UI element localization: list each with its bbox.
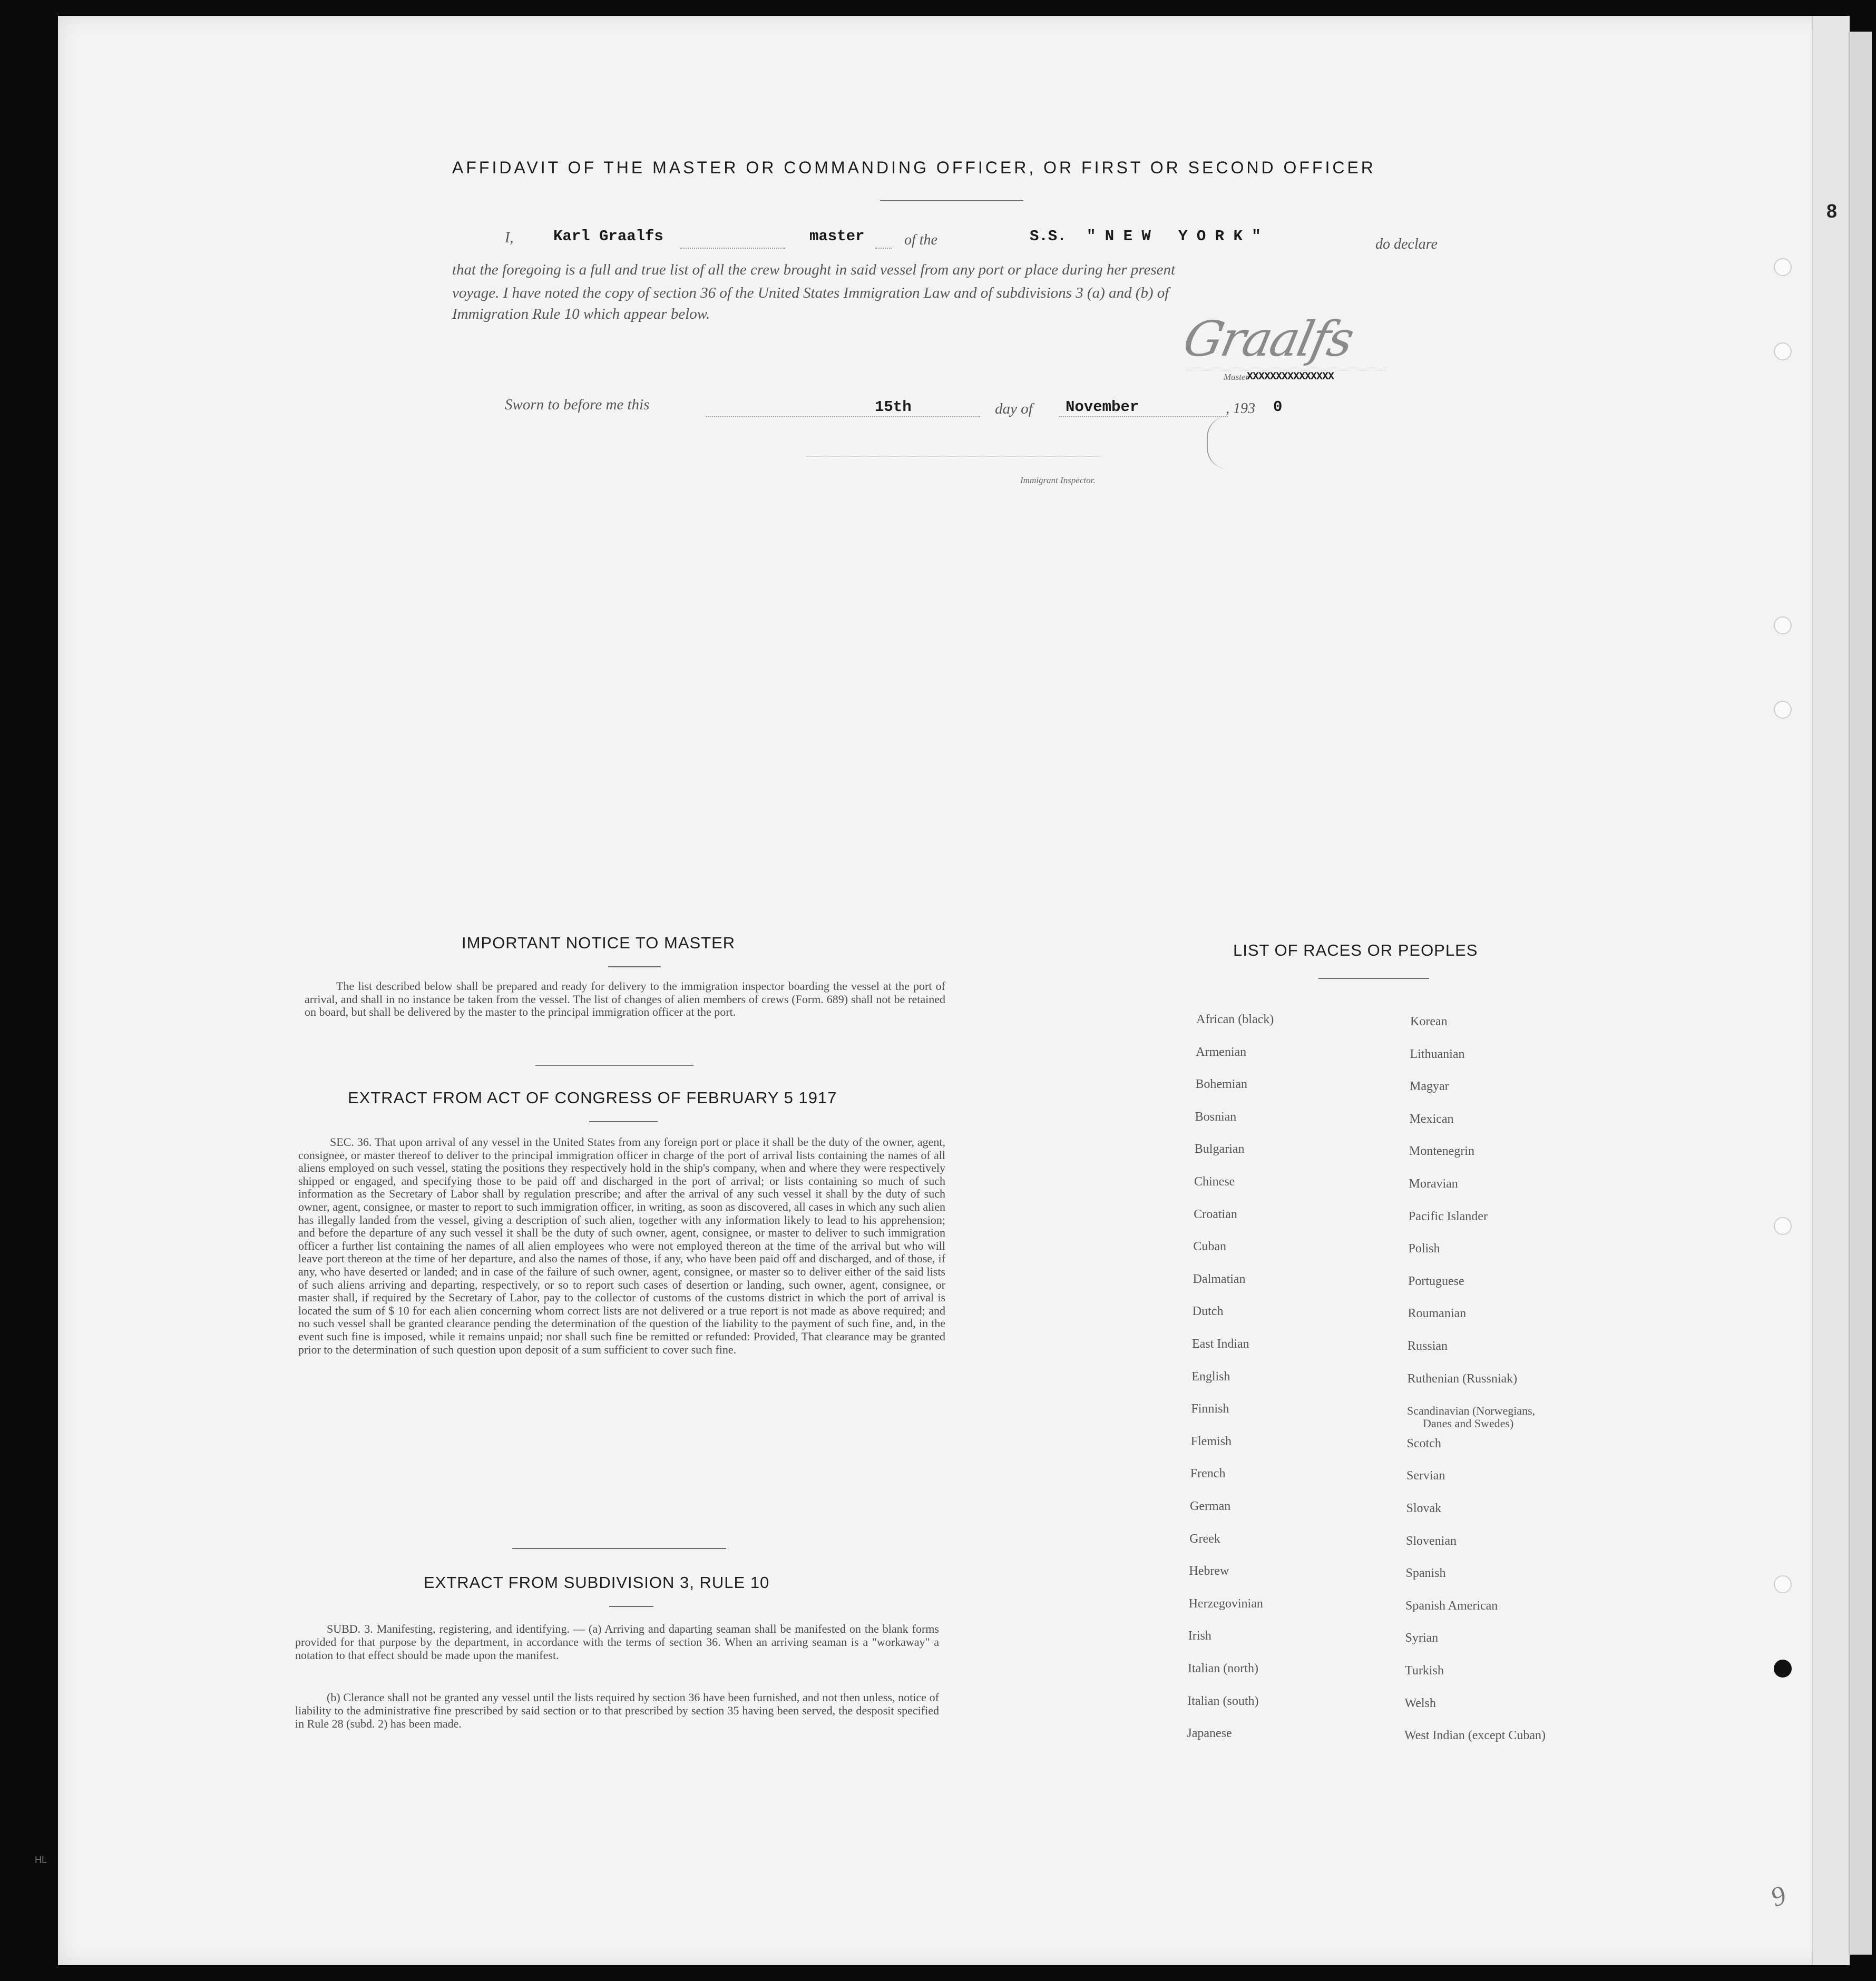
act-rule [589,1121,658,1122]
race-item: French [1190,1467,1226,1481]
act-heading: EXTRACT FROM ACT OF CONGRESS OF FEBRUARY 5 1917 [348,1088,837,1107]
race-item: Lithuanian [1410,1047,1465,1061]
race-item: Greek [1189,1532,1220,1546]
master-name: Karl Graalfs [553,228,663,245]
punch-hole [1774,342,1792,360]
rule-para-1: SUBD. 3. Manifesting, registering, and identifying. — (a) Arriving and daparting seaman shall be manifested on the blank forms provided for that purpose by the department, in accordance with the terms of section 36. When an arriving seaman is a "workaway" a notation to that effect should be made upon the manifest. [295,1622,939,1662]
act-end-rule [512,1548,726,1549]
vessel-prefix: S.S. [1030,228,1067,245]
race-item: Bulgarian [1194,1142,1245,1156]
race-item: Welsh [1404,1696,1436,1710]
year-digit: 0 [1273,398,1283,416]
page-mark: 8 [1826,200,1838,222]
affidavit-line-3: voyage. I have noted the copy of section 36 of the United States Immigration Law and of subdivisions 3 (a) and (b) of [452,285,1169,301]
race-item: Moravian [1409,1177,1458,1191]
race-item: Armenian [1196,1045,1247,1059]
day-of-label: day of [995,400,1033,417]
race-item: Turkish [1405,1664,1444,1678]
punch-hole [1774,1217,1792,1235]
act-text: SEC. 36. That upon arrival of any vessel in the United States from any foreign port or place it shall be the duty of the owner, agent, consignee, or master thereof to deliver to the principal immigration officer in charge of the port of arrival lists containing the names of all aliens employed on such vessel, stating the positions they respectively hold in the ship's company, when and where they were respectively shipped or engaged, and specifying those to be paid off and discharged in the port of arrival; or lists containing so much of such information as the Secretary of Labor shall by regulation prescribe; and after the arrival of any such vessel it shall by the duty of such owner, agent, consignee, or master to report to such immigration officer, in writing, as soon as discovered, all cases in which any such alien has illegally landed from the vessel, giving a description of such alien, together with any information likely to lead to his apprehension; and before the departure of any such vessel it shall be the duty of such owner, agent, consignee, or master to deliver to such immigration officer a further list containing the names of all alien employees who were not employed thereon at the time of the arrival but who will leave port thereon at the time of her departure, and also the names of those, if any, who have been paid off and discharged, and of those, if any, who have deserted or landed; and in case of the failure of such owner, agent, consignee, or master so to deliver either of the said lists of such aliens arriving and departing, respectively, or so to report such cases of desertion or landing, such owner, agent, consignee, or master shall, if required by the Secretary of Labor, pay to the collector of customs of the customs district in which the port of arrival is located the sum of $ 10 for each alien concerning whom correct lists are not delivered or a true report is not made as above required; and no such vessel shall be granted clearance pending the determination of the question of the liability to the payment of such fine, and, in the event such fine is imposed, while it remains unpaid; nor shall such fine be remitted or refunded: Provided, That clearance may be granted prior to the determination of such question upon deposit of a sum sufficient to cover such fine. [298,1135,945,1356]
race-item: Magyar [1410,1080,1449,1094]
race-item: Finnish [1191,1402,1229,1416]
race-item: Pacific Islander [1409,1209,1488,1223]
master-rank: master [809,228,865,245]
race-item: Herzegovinian [1188,1596,1263,1611]
pre-name: I, [505,230,514,246]
race-item: Dalmatian [1193,1272,1246,1286]
affidavit-title: AFFIDAVIT OF THE MASTER OR COMMANDING OFFICER, OR FIRST OR SECOND OFFICER [452,158,1376,177]
race-item: Japanese [1187,1727,1232,1741]
race-item: African (black) [1196,1013,1274,1026]
affidavit-line-2: that the foregoing is a full and true list of all the crew brought in said vessel from any port or place during her present [452,261,1176,278]
race-item: Hebrew [1189,1564,1229,1578]
bottom-right-mark: 9 [1767,1880,1790,1913]
race-item: Polish [1408,1242,1440,1256]
race-item: Roumanian [1408,1307,1467,1321]
race-item: Ruthenian (Russniak) [1407,1371,1518,1386]
race-item: Syrian [1405,1631,1439,1645]
race-item: Scandinavian (Norwegians, [1407,1404,1536,1418]
punch-hole [1774,1575,1792,1593]
of-the-label: of the [904,232,937,248]
race-item: Bosnian [1195,1110,1237,1124]
race-item: Servian [1406,1469,1445,1483]
race-item: Russian [1408,1339,1448,1353]
rank-dotted-line [875,248,892,249]
race-item: Spanish [1405,1566,1446,1581]
inspector-label: Immigrant Inspector. [1020,475,1096,485]
page-edge [1812,16,1850,1965]
races-rule [1318,978,1429,979]
master-signature: Graalfs [1178,311,1358,367]
rule-heading: EXTRACT FROM SUBDIVISION 3, RULE 10 [424,1573,770,1592]
race-item: Spanish American [1405,1598,1498,1613]
master-strikeout: XXXXXXXXXXXXXXX [1247,371,1334,383]
sworn-label: Sworn to before me this [505,396,650,413]
punch-hole [1774,701,1792,719]
race-item: Italian (south) [1187,1694,1259,1708]
master-label: Master [1224,372,1249,382]
race-item: Flemish [1190,1434,1232,1448]
notice-text: The list described below shall be prepared and ready for delivery to the immigration inspector boarding the vessel at the port of arrival, and shall in no instance be taken from the vessel. The list of changes of alien members of crews (Form. 689) shall not be retained on board, but shall be delivered by the master to the principal immigration officer at the port. [305,979,945,1018]
ink-stroke [1207,416,1234,469]
notice-rule [608,966,661,967]
title-rule [880,200,1023,201]
month-dotted-line [1059,416,1228,417]
bottom-left-mark: HL [35,1855,47,1865]
do-declare-label: do declare [1375,236,1438,252]
inspector-line [806,456,1101,457]
race-item: Chinese [1194,1175,1235,1189]
affidavit-line-4: Immigration Rule 10 which appear below. [452,306,710,322]
race-item: Danes and Swedes) [1423,1417,1514,1430]
race-item: Mexican [1409,1112,1454,1126]
race-item: Croatian [1194,1207,1237,1221]
notice-end-rule [535,1065,693,1066]
race-item: Korean [1410,1015,1448,1028]
vessel-name: " N E W Y O R K " [1087,228,1261,245]
races-heading: LIST OF RACES OR PEOPLES [1233,941,1478,959]
punch-hole [1774,1660,1792,1678]
name-dotted-line [680,248,785,249]
race-item: Portuguese [1408,1274,1464,1288]
race-item: Italian (north) [1188,1662,1258,1675]
race-item: German [1190,1499,1231,1513]
race-item: West Indian (except Cuban) [1404,1729,1546,1743]
page-edge-back [1849,32,1872,1955]
rule-rule [609,1606,653,1607]
race-item: East Indian [1192,1337,1249,1351]
race-item: Irish [1188,1629,1211,1643]
year-prefix: , 193 [1226,400,1255,417]
punch-hole [1774,258,1792,276]
race-item: Cuban [1193,1240,1227,1254]
race-item: Scotch [1406,1436,1441,1450]
race-item: Dutch [1192,1305,1224,1319]
notice-heading: IMPORTANT NOTICE TO MASTER [462,934,736,952]
punch-hole [1774,616,1792,634]
rule-para-2: (b) Clerance shall not be granted any vessel until the lists required by section 36 have been furnished, and not then unless, notice of liability to the administrative fine prescribed by said section or to that prescribed by section 35 having been served, the desposit specified in Rule 28 (subd. 2) has been made. [295,1691,939,1730]
sworn-day: 15th [875,398,912,416]
race-item: Slovak [1406,1502,1442,1515]
race-item: English [1191,1369,1230,1384]
race-item: Montenegrin [1409,1144,1474,1159]
sworn-month: November [1066,398,1139,416]
race-item: Bohemian [1195,1077,1248,1092]
sworn-dotted-line [706,416,980,417]
race-item: Slovenian [1406,1534,1457,1548]
